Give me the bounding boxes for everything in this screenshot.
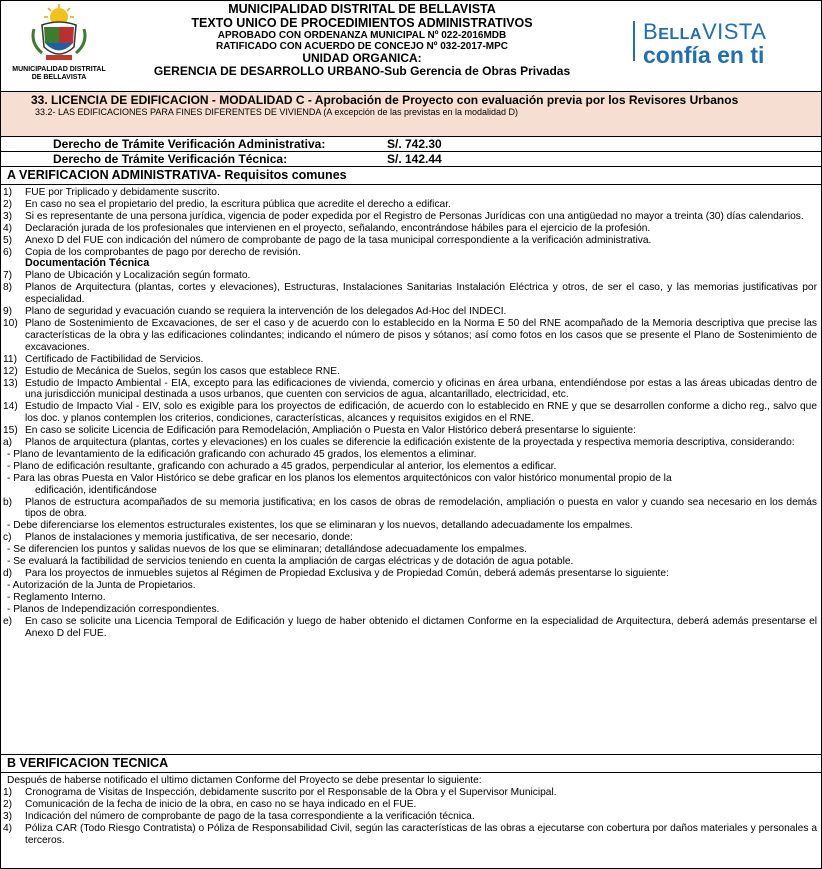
dash-line: - Reglamento Interno. — [7, 591, 106, 603]
technical-docs-heading: Documentación Técnica — [25, 257, 150, 270]
requirement-item: 11) Certificado de Factibilidad de Servicios. — [3, 353, 204, 365]
requirement-item: 10) Plano de Sostenimiento de Excavaciones, de ser el caso y de acuerdo con lo establecido en la Norma E 50 del RNE acompañado de la Memoria descriptiva que precise las características de la obra y las edificaciones colindantes; indicando el número de pisos y sótanos; así como fotos en los casos que se presente el Plano de Sostenimiento de excavaciones. — [3, 317, 817, 353]
requirement-item: 5) Anexo D del FUE con indicación del número de comprobante de pago de la tasa municipal correspondiente a la verificación administrativa. — [3, 234, 652, 246]
dash-line: - Se diferencien los puntos y salidas nuevos de los que se eliminaran; detallándose adecuadamente los empalmes. — [7, 544, 527, 556]
requirement-item: b) Planos de estructura acompañados de su memoria justificativa; en los casos de obras de remodelación, ampliación o puesta en valor y cuando sea necesario en los demás tipos de obra. — [3, 496, 817, 520]
requirement-item: 6) Copia de los comprobantes de pago por derecho de revisión. — [3, 246, 301, 258]
requirement-item: 1) Cronograma de Visitas de Inspección, debidamente suscrito por el Responsable de la Obra y el Supervisor Municipal. — [3, 786, 557, 798]
document-header — [1, 1, 821, 92]
procedure-subtitle: 33.2- LAS EDIFICACIONES PARA FINES DIFERENTES DE VIVIENDA (A excepción de las previstas en la modalidad D) — [35, 107, 519, 117]
unit-name: GERENCIA DE DESARROLLO URBANO-Sub Gerencia de Obras Privadas — [153, 64, 571, 78]
section-b-title: B VERIFICACION TECNICA — [1, 755, 821, 773]
section-b-intro: Después de haberse notificado el ultimo dictamen Conforme del Proyecto se debe presentar lo siguiente: — [7, 775, 482, 786]
brand-name: BELLAVISTA — [643, 19, 767, 44]
requirement-item: 2) En caso no sea el propietario del predio, la escritura pública que acredite el derecho a edificar. — [3, 198, 451, 210]
fee-value: S/. 142.44 — [387, 152, 442, 166]
section-a-title: A VERIFICACION ADMINISTRATIVA- Requisitos comunes — [1, 167, 821, 185]
dash-line: - Plano de levantamiento de la edificación graficando con achurado 45 grados, los elementos a eliminar. — [7, 448, 477, 460]
requirement-item: 4) Póliza CAR (Todo Riesgo Contratista) o Póliza de Responsabilidad Civil, según las características de las obras a ejecutarse con cobertura por daños materiales y personales a terceros. — [3, 822, 817, 846]
dash-line: - Debe diferenciarse los elementos estructurales existentes, los que se eliminaran y los nuevos, detallando adecuadamente los empalmes. — [7, 520, 633, 532]
tupa-title: TEXTO UNICO DE PROCEDIMIENTOS ADMINISTRATIVOS — [191, 16, 533, 30]
requirement-item: 14) Estudio de Impacto Vial - EIV, solo es exigible para los proyectos de edificación, de acuerdo con lo establecido en RNE y que se desarrollen conforme a dicho reg., salvo que los doc. y planos contemplen los criterios, condiciones, características, alcances y requisitos exigidos en el RNE. — [3, 401, 817, 425]
requirement-item: 9) Plano de seguridad y evacuación cuando se requiera la intervención de los delegados Ad-Hoc del INDECI. — [3, 306, 507, 318]
unit-label: UNIDAD ORGANICA: — [302, 51, 422, 65]
dash-line: - Para las obras Puesta en Valor Histórico se debe graficar en los planos los elementos arquitectónicos con valor histórico monumental propio de la edificación, identificándose — [7, 472, 672, 496]
requirement-item: c) Planos de instalaciones y memoria justificativa, de ser necesario, donde: — [3, 532, 353, 544]
requirement-item: 2) Comunicación de la fecha de inicio de la obra, en caso no se haya indicado en el FUE. — [3, 798, 417, 810]
agreement-line: RATIFICADO CON ACUERDO DE CONCEJO Nº 032-2017-MPC — [215, 41, 509, 52]
municipality-title: MUNICIPALIDAD DISTRITAL DE BELLAVISTA — [228, 2, 496, 16]
section-b-body — [1, 773, 821, 846]
dash-line: - Planos de Independización correspondientes. — [7, 603, 220, 615]
dash-line: - Autorización de la Junta de Propietarios. — [7, 579, 196, 591]
fee-label: Derecho de Trámite Verificación Técnica: — [53, 152, 288, 166]
fee-label: Derecho de Trámite Verificación Administrativa: — [53, 137, 326, 151]
fee-value: S/. 742.30 — [387, 137, 442, 151]
requirement-item: d) Para los proyectos de inmuebles sujetos al Régimen de Propiedad Exclusiva y de Propiedad Común, deberá además presentarse lo siguiente: — [3, 568, 669, 579]
requirement-item: 13) Estudio de Impacto Ambiental - EIA, excepto para las edificaciones de vivienda, comercio y oficinas en área urbana, entendiéndose por estas a las áreas ubicadas dentro de una jurisdicción municipal destinada a usos urbanos, que cuenten con servicios de agua, alcantarillado, electricidad, etc. — [3, 377, 817, 401]
fee-row-administrative — [1, 137, 821, 152]
requirement-item: 8) Planos de Arquitectura (plantas, cortes y elevaciones), Estructuras, Instalaciones Sanitarias Instalación Eléctrica y otros, de ser el caso, y las memorias justificativas por especialidad. — [3, 282, 817, 306]
coat-of-arms-icon — [28, 3, 90, 65]
brand-slogan: confía en ti — [643, 42, 765, 68]
requirement-item: 3) Indicación del número de comprobante de pago de la tasa correspondiente a la verificación técnica. — [3, 810, 475, 822]
requirement-item: 1) FUE por Triplicado y debidamente suscrito. — [3, 187, 220, 198]
requirement-item: 12) Estudio de Mecánica de Suelos, según los casos que establece RNE. — [3, 365, 340, 377]
procedure-title: 33. LICENCIA DE EDIFICACION - MODALIDAD C - Aprobación de Proyecto con evaluación previa por los Revisores Urbanos — [31, 93, 739, 107]
municipal-logo — [7, 3, 111, 82]
requirement-item: e) En caso se solicite una Licencia Temporal de Edificación y luego de haber obtenido el dictamen Conforme en la especialidad de Arquitectura, deberá además presentarse el Anexo D del FUE. — [3, 615, 817, 639]
header-titles — [113, 2, 611, 78]
requirement-item: 4) Declaración jurada de los profesionales que intervienen en el proyecto, señalando, encontrándose hábiles para el ejercicio de la profesión. — [3, 222, 651, 234]
requirement-item: a) Planos de arquitectura (plantas, cortes y elevaciones) en los cuales se diferencie la edificación existente de la proyectada y respectiva memoria descriptiva, considerando: — [3, 437, 795, 449]
section-a-body — [1, 185, 821, 755]
ordinance-line: APROBADO CON ORDENANZA MUNICIPAL Nº 022-2016MDB — [217, 30, 507, 41]
logo-caption: MUNICIPALIDAD DISTRITAL DE BELLAVISTA — [12, 66, 106, 81]
fee-row-technical — [1, 152, 821, 167]
procedure-banner — [1, 92, 821, 137]
requirement-item: 3) Si es representante de una persona jurídica, vigencia de poder expedida por el Registro de Personas Jurídicas con una antigüedad no mayor a treinta (30) días calendarios. — [3, 210, 804, 222]
brand-divider — [633, 21, 635, 61]
requirement-item: 7) Plano de Ubicación y Localización según formato. — [3, 270, 251, 282]
dash-line: - Se evaluará la factibilidad de servicios teniendo en cuenta la ampliación de cargas eléctricas y de dotación de agua potable. — [7, 556, 574, 568]
dash-line: - Plano de edificación resultante, graficando con achurado a 45 grados, perpendicular al anterior, los elementos a edificar. — [7, 460, 557, 472]
requirement-item: 15) En caso se solicite Licencia de Edificación para Remodelación, Ampliación o Puesta en Valor Histórico deberá presentarse lo siguiente: — [3, 425, 636, 437]
